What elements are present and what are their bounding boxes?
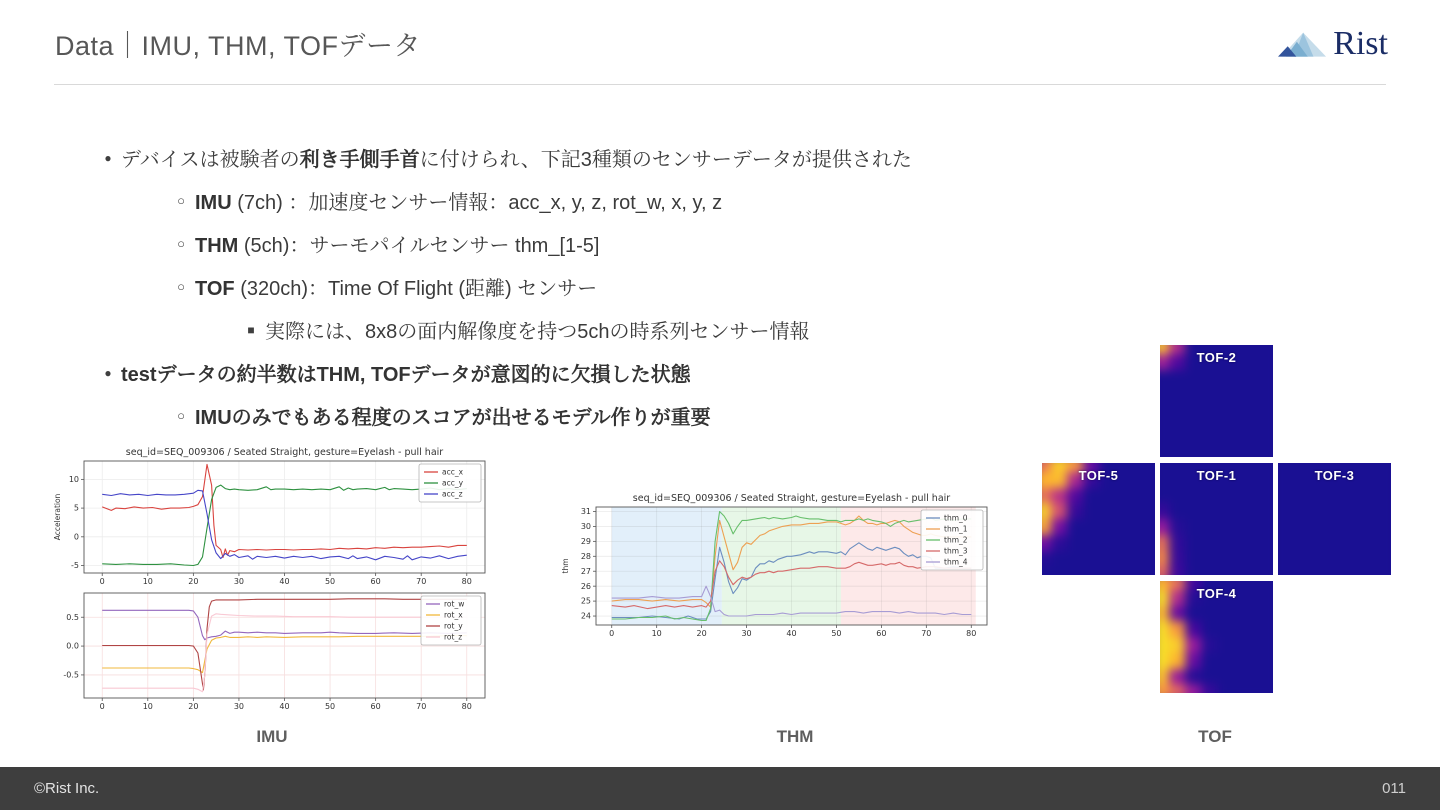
bullet-marker: ○ xyxy=(177,193,185,208)
svg-text:0: 0 xyxy=(99,702,105,711)
svg-text:10: 10 xyxy=(142,702,153,711)
page-title: Data｜IMU, THM, TOFデータ xyxy=(55,31,422,61)
bullet-item xyxy=(95,222,1195,265)
bullet-text: IMUのみでもある程度のスコアが出せるモデル作りが重要 xyxy=(195,407,711,429)
svg-text:10: 10 xyxy=(142,577,153,586)
svg-text:5: 5 xyxy=(73,503,79,513)
imu-acc-chart xyxy=(52,444,488,588)
svg-text:-5: -5 xyxy=(71,561,79,571)
rist-logo xyxy=(1270,16,1388,72)
svg-text:0: 0 xyxy=(609,629,615,638)
rist-logo-text: Rist xyxy=(1333,25,1388,62)
svg-text:70: 70 xyxy=(921,629,932,638)
svg-text:40: 40 xyxy=(786,629,797,638)
svg-text:0: 0 xyxy=(99,577,105,586)
svg-text:70: 70 xyxy=(416,577,427,586)
svg-text:thm_2: thm_2 xyxy=(944,535,968,545)
svg-text:27: 27 xyxy=(580,566,591,576)
rist-logo-mountain-icon xyxy=(1270,19,1327,69)
thm-chart xyxy=(560,489,990,641)
svg-text:acc_x: acc_x xyxy=(442,467,464,477)
svg-text:30: 30 xyxy=(741,629,752,638)
svg-text:30: 30 xyxy=(233,702,245,711)
svg-text:seq_id=SEQ_009306 / Seated Str: seq_id=SEQ_009306 / Seated Straight, gesture=Eyelash - pull hair xyxy=(125,447,444,458)
svg-text:seq_id=SEQ_009306 / Seated Str: seq_id=SEQ_009306 / Seated Straight, gesture=Eyelash - pull hair xyxy=(632,493,951,504)
bullet-text: デバイスは被験者の利き手側手首に付けられ、下記3種類のセンサーデータが提供された xyxy=(121,149,912,171)
tof-panel-label: TOF-4 xyxy=(1196,586,1237,601)
bullet-item xyxy=(95,136,1195,179)
bullet-marker: ● xyxy=(104,365,112,380)
bullet-text: 実際には、8x8の面内解像度を持つ5chの時系列センサー情報 xyxy=(265,321,810,343)
svg-text:60: 60 xyxy=(370,702,381,711)
caption-tof: TOF xyxy=(1198,727,1232,746)
bullet-text: TOF (320ch)：Time Of Flight (距離) センサー xyxy=(195,278,598,300)
imu-rot-chart xyxy=(52,588,488,714)
bullet-text: IMU (7ch) ：加速度センサー情報：acc_x, y, z, rot_w, x, y, z xyxy=(195,192,723,214)
svg-text:rot_x: rot_x xyxy=(444,610,463,620)
svg-text:50: 50 xyxy=(324,577,336,586)
bullet-item xyxy=(95,179,1195,222)
svg-text:50: 50 xyxy=(324,702,336,711)
svg-text:80: 80 xyxy=(461,577,472,586)
tof-panel-label: TOF-2 xyxy=(1196,350,1237,365)
svg-text:rot_y: rot_y xyxy=(444,621,463,631)
svg-text:60: 60 xyxy=(370,577,381,586)
footer-page-number: 011 xyxy=(1382,780,1406,797)
svg-text:80: 80 xyxy=(461,702,472,711)
bullet-marker: ● xyxy=(104,150,112,165)
svg-text:60: 60 xyxy=(876,629,887,638)
tof-panel-label: TOF-3 xyxy=(1314,468,1355,483)
bullet-item xyxy=(95,308,1195,351)
footer-bar xyxy=(0,767,1440,810)
svg-text:26: 26 xyxy=(580,581,591,591)
svg-text:thm_1: thm_1 xyxy=(944,524,968,534)
svg-text:thm: thm xyxy=(561,558,570,574)
svg-text:40: 40 xyxy=(279,577,290,586)
svg-text:thm_0: thm_0 xyxy=(944,513,968,523)
svg-text:0: 0 xyxy=(73,532,79,542)
svg-text:80: 80 xyxy=(966,629,977,638)
caption-thm: THM xyxy=(776,727,814,746)
tof-panel-tof-5 xyxy=(1042,463,1155,575)
svg-text:30: 30 xyxy=(580,522,591,532)
svg-text:30: 30 xyxy=(233,577,245,586)
svg-text:acc_y: acc_y xyxy=(442,478,464,488)
bullet-item xyxy=(95,265,1195,308)
svg-text:25: 25 xyxy=(580,596,591,606)
bullet-marker: ■ xyxy=(247,322,255,337)
bullet-text: testデータの約半数はTHM, TOFデータが意図的に欠損した状態 xyxy=(121,364,691,386)
svg-text:20: 20 xyxy=(188,702,199,711)
bullet-text: THM (5ch)：サーモパイルセンサー thm_[1-5] xyxy=(195,235,600,257)
tof-panel-tof-3 xyxy=(1278,463,1391,575)
svg-text:acc_z: acc_z xyxy=(442,489,463,499)
bullet-item xyxy=(95,394,1195,437)
svg-text:0.0: 0.0 xyxy=(66,641,79,651)
svg-text:20: 20 xyxy=(188,577,199,586)
svg-text:70: 70 xyxy=(416,702,427,711)
bullet-item xyxy=(95,351,1195,394)
svg-text:0.5: 0.5 xyxy=(66,612,79,622)
footer-copyright: ©Rist Inc. xyxy=(34,780,100,797)
svg-text:31: 31 xyxy=(580,507,591,517)
svg-text:thm_4: thm_4 xyxy=(944,557,968,567)
svg-text:-0.5: -0.5 xyxy=(63,670,79,680)
svg-text:10: 10 xyxy=(651,629,662,638)
caption-imu: IMU xyxy=(256,727,288,746)
svg-text:50: 50 xyxy=(831,629,842,638)
svg-text:rot_w: rot_w xyxy=(444,599,465,609)
svg-text:20: 20 xyxy=(696,629,707,638)
svg-text:28: 28 xyxy=(580,551,591,561)
tof-heatmap-cross xyxy=(1042,345,1391,694)
svg-text:10: 10 xyxy=(68,474,79,484)
header-divider xyxy=(54,84,1386,85)
tof-panel-label: TOF-5 xyxy=(1078,468,1119,483)
svg-text:24: 24 xyxy=(580,611,591,621)
bullet-list xyxy=(95,136,1195,437)
tof-panel-tof-4 xyxy=(1160,581,1273,693)
bullet-marker: ○ xyxy=(177,408,185,423)
tof-panel-tof-2 xyxy=(1160,345,1273,457)
svg-text:Acceleration: Acceleration xyxy=(53,493,62,541)
svg-text:40: 40 xyxy=(279,702,290,711)
tof-panel-tof-1 xyxy=(1160,463,1273,575)
svg-text:29: 29 xyxy=(580,536,591,546)
svg-text:rot_z: rot_z xyxy=(444,632,463,642)
bullet-marker: ○ xyxy=(177,236,185,251)
tof-panel-label: TOF-1 xyxy=(1196,468,1237,483)
bullet-marker: ○ xyxy=(177,279,185,294)
svg-text:thm_3: thm_3 xyxy=(944,546,968,556)
